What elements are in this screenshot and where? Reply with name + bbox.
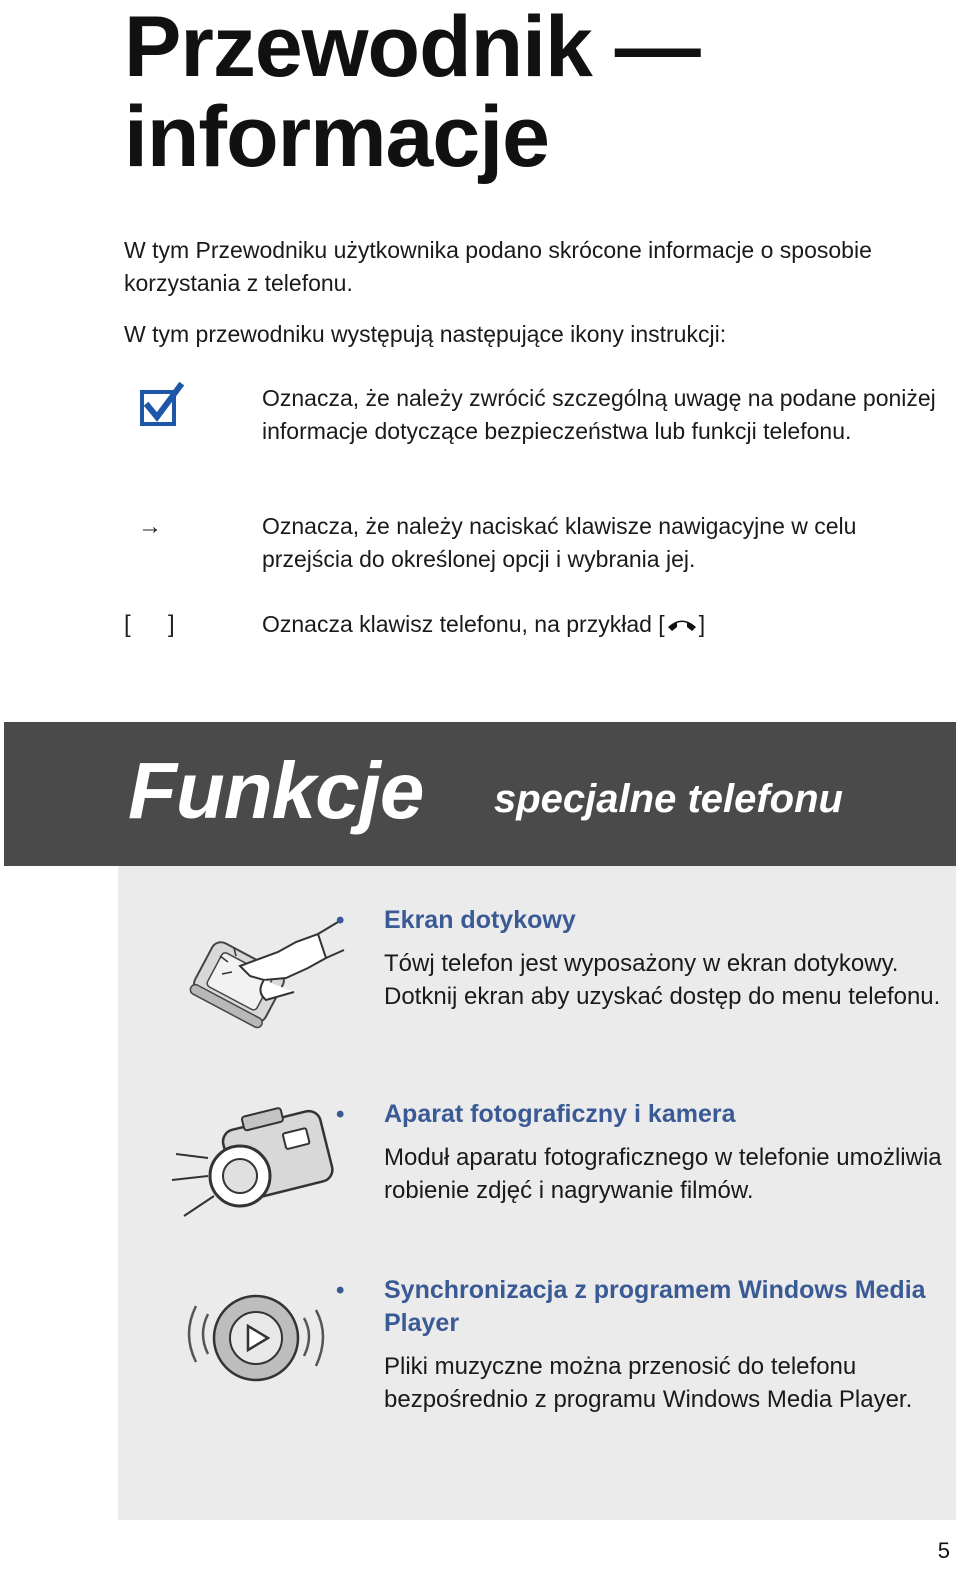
bracket-close: ] <box>168 611 175 638</box>
camera-icon <box>168 1098 348 1233</box>
page-title-line-1: Przewodnik — <box>124 0 700 95</box>
touch-screen-icon <box>168 914 348 1039</box>
page-number: 5 <box>937 1538 950 1563</box>
feature-title: Aparat fotograficzny i kamera <box>384 1100 736 1128</box>
bracket-open: [ <box>124 611 131 638</box>
features-panel <box>118 866 956 1520</box>
icons-intro-paragraph: W tym przewodniku występują następujące ikony instrukcji: <box>124 321 727 347</box>
feature-bullet: • <box>336 1101 345 1128</box>
end-call-icon <box>665 612 699 636</box>
key-text: Oznacza klawisz telefonu, na przykład [ <box>262 611 665 637</box>
intro-paragraph: W tym Przewodniku użytkownika podano skrócone informacje o sposobie korzystania z telefonu. <box>124 237 872 296</box>
banner-title: Funkcje <box>128 746 424 835</box>
feature-description: Pliki muzyczne można przenosić do telefonu bezpośrednio z programu Windows Media Player. <box>384 1353 913 1413</box>
arrow-right-icon: → <box>138 513 162 540</box>
feature-bullet: • <box>336 1277 345 1304</box>
banner-subtitle: specjalne telefonu <box>494 777 843 821</box>
instruction-icon-note-text: Oznacza, że należy zwrócić szczególną uwagę na podane poniżej informacje dotyczące bezpieczeństwa lub funkcji telefonu. <box>262 385 936 444</box>
feature-description: Tówj telefon jest wyposażony w ekran dotykowy. Dotknij ekran aby uzyskać dostęp do menu telefonu. <box>384 950 941 1010</box>
instruction-icon-navigate-text: Oznacza, że należy naciskać klawisze nawigacyjne w celu przejścia do określonej opcji i wybrania jej. <box>262 513 857 572</box>
media-player-icon <box>168 1286 348 1401</box>
feature-title: Ekran dotykowy <box>384 906 576 934</box>
page-title <box>124 0 700 185</box>
instruction-icon-key-text <box>262 608 942 641</box>
feature-description: Moduł aparatu fotograficznego w telefonie umożliwia robienie zdjęć i nagrywanie filmów. <box>384 1144 942 1204</box>
features-banner <box>4 722 956 866</box>
feature-bullet: • <box>336 907 345 934</box>
page-title-line-2: informacje <box>124 89 549 185</box>
feature-title: Synchronizacja z programem Windows Media Player <box>384 1276 926 1337</box>
key-text-close: ] <box>698 611 706 637</box>
